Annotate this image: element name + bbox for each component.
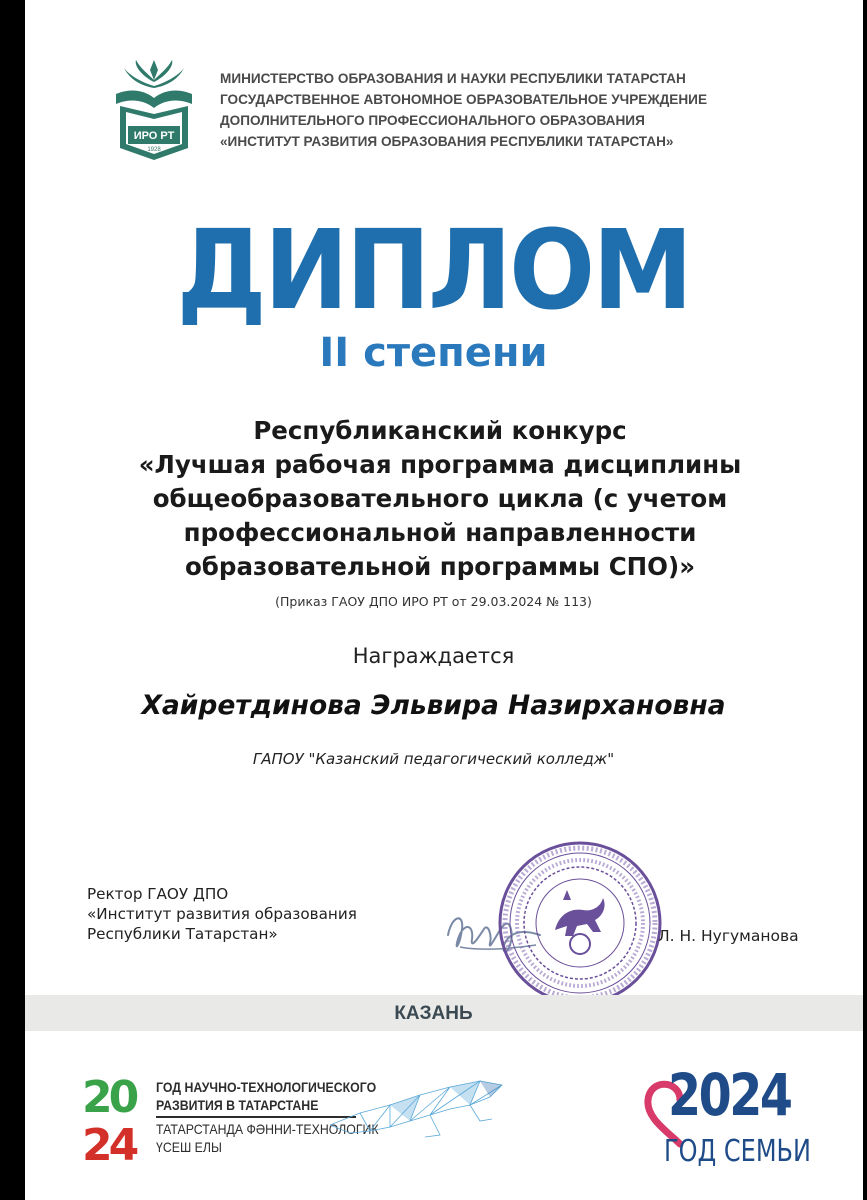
polygonal-leopard-icon — [330, 1075, 505, 1145]
science-year-bottom: 24 — [82, 1120, 136, 1165]
order-reference: (Приказ ГАОУ ДПО ИРО РТ от 29.03.2024 № 113) — [275, 594, 592, 609]
city-label: КАЗАНЬ — [394, 1003, 473, 1024]
contest-line-2: «Лучшая рабочая программа дисциплины — [138, 450, 742, 479]
rector-line-1: Ректор ГАОУ ДПО — [87, 885, 229, 903]
iro-rt-emblem-icon — [112, 56, 196, 164]
diploma-degree: II степени — [319, 330, 548, 376]
awarded-label: Награждается — [352, 644, 515, 668]
science-year-top: 20 — [82, 1072, 136, 1123]
science-year-line-4: ҮСЕШ ЕЛЫ — [156, 1138, 222, 1155]
rector-title — [87, 884, 357, 944]
family-year-label: ГОД СЕМЬИ — [664, 1134, 811, 1169]
emblem-text: ИРО РТ — [133, 130, 175, 142]
contest-line-1: Республиканский конкурс — [253, 416, 627, 445]
science-year-line-3: ТАТАРСТАНДА ФӘННИ-ТЕХНОЛОГИК — [156, 1120, 379, 1137]
header-line-4: «ИНСТИТУТ РАЗВИТИЯ ОБРАЗОВАНИЯ РЕСПУБЛИКИ ТАТАРСТАН» — [220, 134, 674, 149]
science-year-divider — [156, 1116, 356, 1118]
family-year: 2024 — [668, 1061, 791, 1129]
header-line-1: МИНИСТЕРСТВО ОБРАЗОВАНИЯ И НАУКИ РЕСПУБЛИКИ ТАТАРСТАН — [220, 71, 686, 86]
contest-line-5: образовательной программы СПО)» — [184, 552, 696, 581]
rector-line-3: Республики Татарстан» — [87, 925, 278, 943]
awardee-name: Хайретдинова Эльвира Назирхановна — [141, 690, 726, 721]
emblem-year: 1928 — [147, 147, 161, 153]
contest-line-4: профессиональной направленности — [183, 518, 697, 547]
contest-line-3: общеобразовательного цикла (с учетом — [152, 484, 728, 513]
diploma-title: ДИПЛОМ — [176, 206, 691, 334]
header-line-2: ГОСУДАРСТВЕННОЕ АВТОНОМНОЕ ОБРАЗОВАТЕЛЬНОЕ УЧРЕЖДЕНИЕ — [220, 92, 708, 107]
header-line-3: ДОПОЛНИТЕЛЬНОГО ПРОФЕССИОНАЛЬНОГО ОБРАЗОВАНИЯ — [220, 113, 645, 128]
official-seal — [497, 840, 663, 1006]
science-year-line-2: РАЗВИТИЯ В ТАТАРСТАНЕ — [156, 1097, 319, 1113]
signer-name: Л. Н. Нугуманова — [658, 927, 799, 945]
rector-line-2: «Институт развития образования — [87, 905, 357, 923]
awardee-institution: ГАПОУ "Казанский педагогический колледж" — [252, 750, 615, 768]
ministry-header — [220, 68, 820, 152]
science-year-line-1: ГОД НАУЧНО-ТЕХНОЛОГИЧЕСКОГО — [156, 1079, 377, 1095]
contest-title — [60, 414, 820, 584]
science-year-logo-icon — [80, 1070, 160, 1165]
